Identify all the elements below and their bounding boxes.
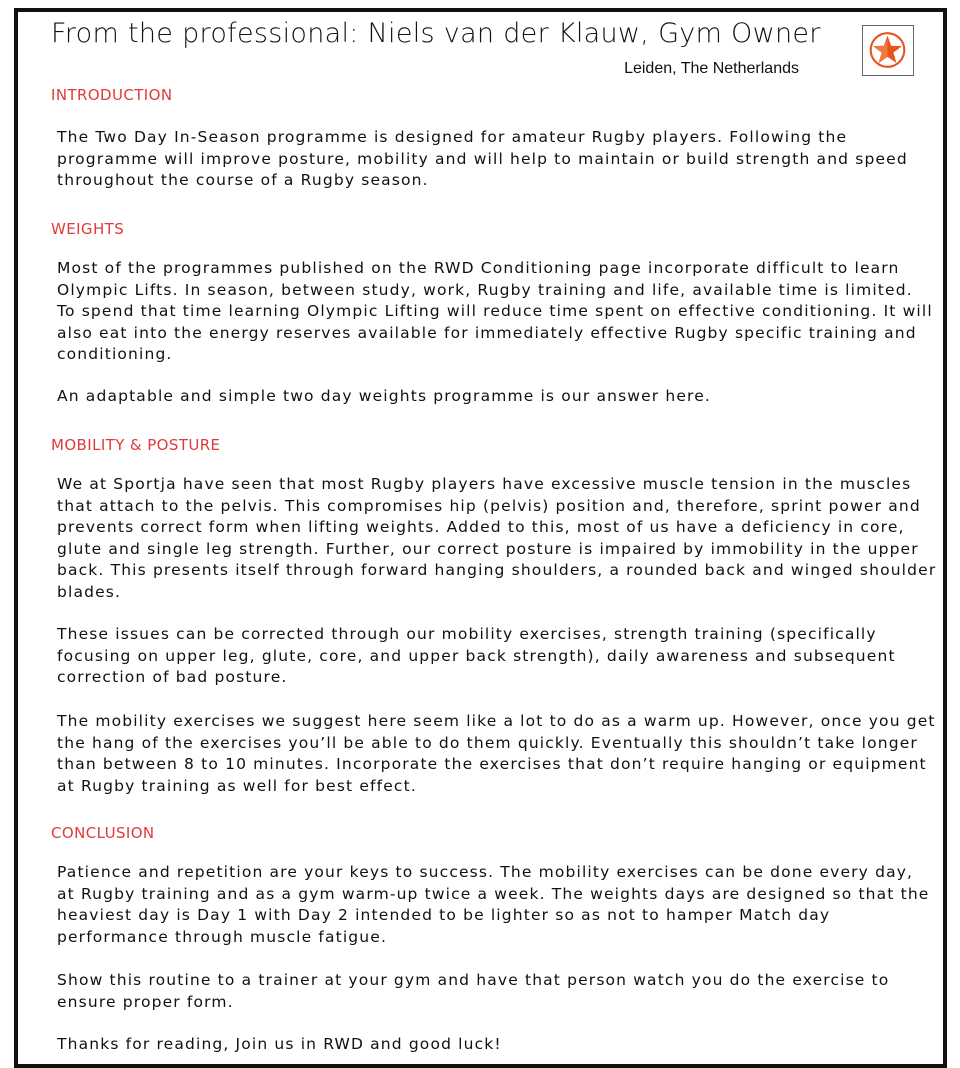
mobility-paragraph-3: The mobility exercises we suggest here seem like a lot to do as a warm up. However, once you get the hang of the exercises you’ll be able to do them quickly. Eventually this shouldn’t take longer than between 8 to 10 minutes. Incorporate the exercises that don’t require hanging or equipment at Rugby training as well for best effect. xyxy=(57,712,936,795)
weights-paragraph-1: Most of the programmes published on the RWD Conditioning page incorporate difficult to learn Olympic Lifts. In season, between study, work, Rugby training and life, available time is limited. To spend that time learning Olympic Lifting will reduce time spent on effective conditioning. It will also eat into the energy reserves available for immediately effective Rugby specific training and conditioning. xyxy=(57,259,933,364)
conclusion-paragraph-1: Patience and repetition are your keys to success. The mobility exercises can be done every day, at Rugby training and as a gym warm-up twice a week. The weights days are designed so that the heaviest day is Day 1 with Day 2 intended to be lighter so as not to hamper Match day performance through muscle fatigue. xyxy=(57,863,930,946)
mobility-paragraph-2: These issues can be corrected through our mobility exercises, strength training (specifically focusing on upper leg, glute, core, and upper back strength), daily awareness and subsequent correction of bad posture. xyxy=(57,625,896,687)
mobility-paragraph-1: We at Sportja have seen that most Rugby players have excessive muscle tension in the muscles that attach to the pelvis. This compromises hip (pelvis) position and, therefore, sprint power and prevents correct form when lifting weights. Added to this, most of us have a deficiency in core, glute and single leg strength. Further, our correct posture is impaired by immobility in the upper back. This presents itself through forward hanging shoulders, a rounded back and winged shoulder blades. xyxy=(57,475,937,601)
author-location: Leiden, The Netherlands xyxy=(624,60,799,77)
page-title: From the professional: Niels van der Klauw, Gym Owner xyxy=(51,18,821,49)
introduction-paragraph: The Two Day In-Season programme is designed for amateur Rugby players. Following the programme will improve posture, mobility and will help to maintain or build strength and speed throughout the course of a Rugby season. xyxy=(57,128,908,190)
star-badge-icon xyxy=(862,25,914,76)
section-heading-conclusion: CONCLUSION xyxy=(51,824,155,842)
conclusion-paragraph-3: Thanks for reading, Join us in RWD and good luck! xyxy=(57,1035,502,1053)
conclusion-paragraph-2: Show this routine to a trainer at your gym and have that person watch you do the exercise to ensure proper form. xyxy=(57,971,890,1011)
section-heading-mobility-posture: MOBILITY & POSTURE xyxy=(51,436,221,454)
section-heading-introduction: INTRODUCTION xyxy=(51,86,173,104)
section-heading-weights: WEIGHTS xyxy=(51,220,125,238)
weights-paragraph-2: An adaptable and simple two day weights programme is our answer here. xyxy=(57,387,712,405)
